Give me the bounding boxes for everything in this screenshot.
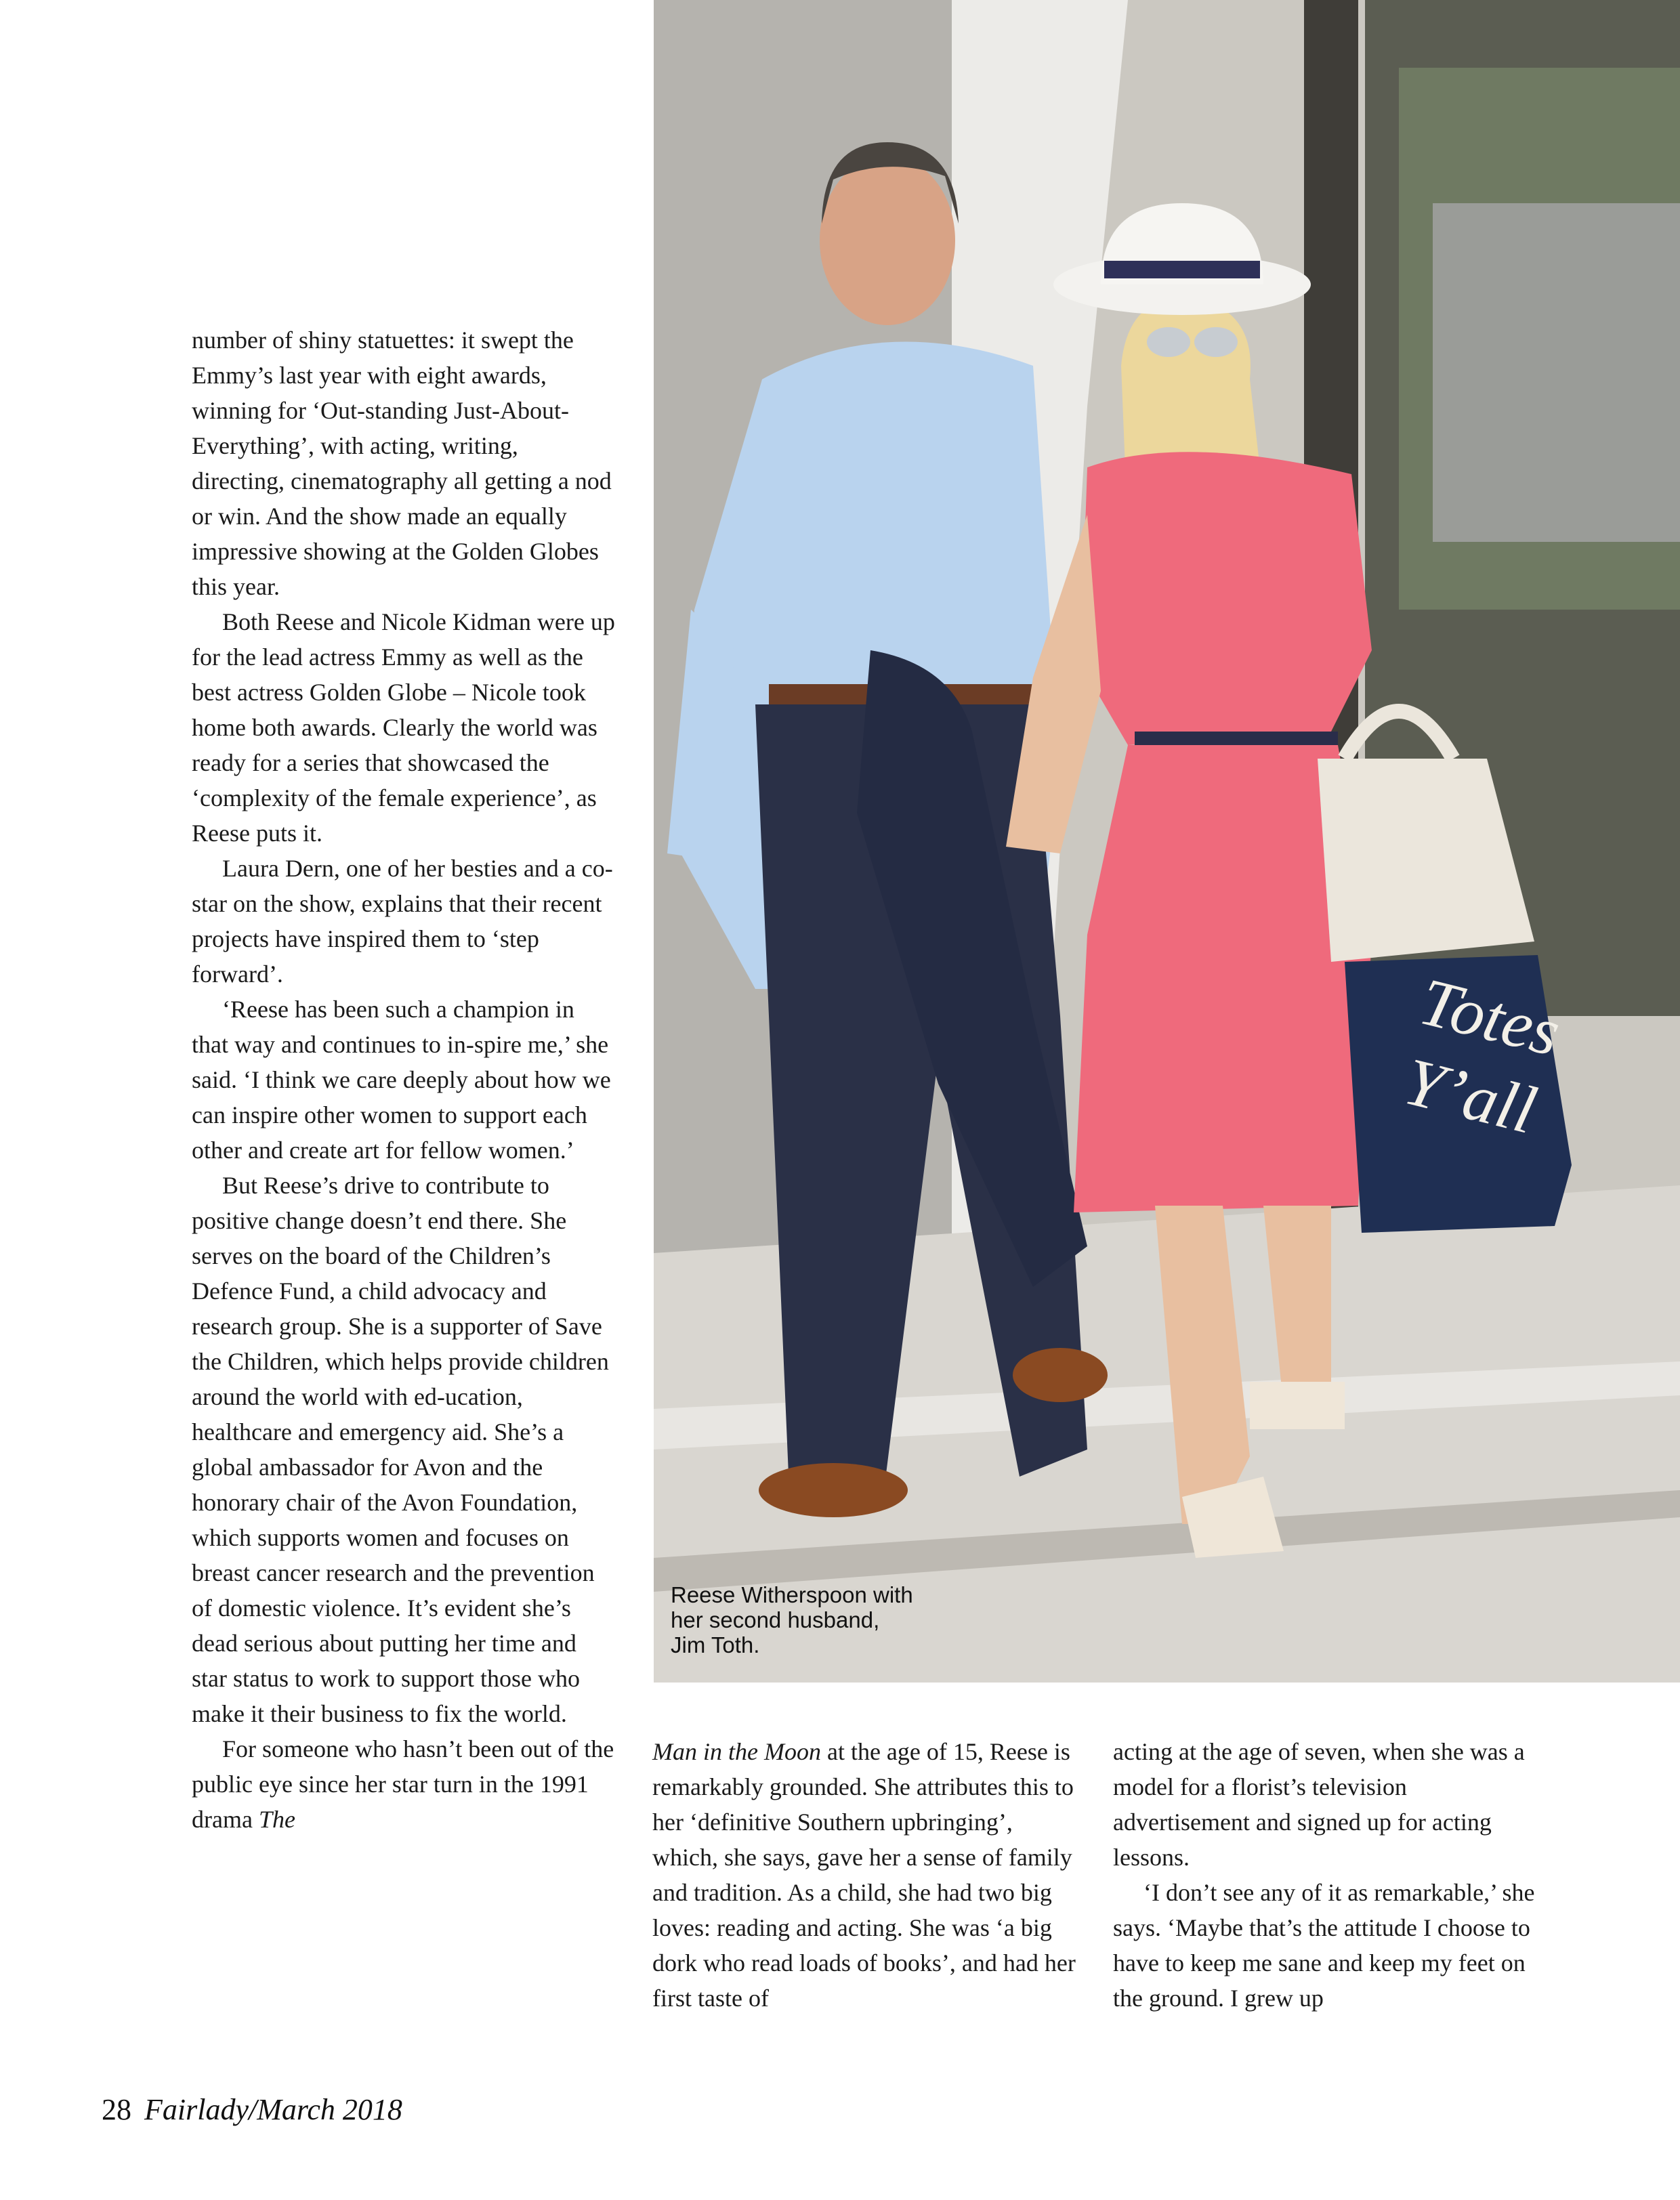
paragraph: acting at the age of seven, when she was a model for a florist’s television advertisement and signed up for acting lessons. [1113,1738,1525,1871]
film-title: Man in the Moon [652,1738,821,1765]
photo-reese-and-jim [654,0,1680,1683]
paragraph-text: For someone who hasn’t been out of the public eye since her star turn in the 1991 drama [192,1735,614,1833]
paragraph [192,1731,616,1837]
paragraph: Laura Dern, one of her besties and a co-star on the show, explains that their recent projects have inspired them to ‘step forward’. [192,855,613,988]
article-column-3 [1113,1734,1536,2016]
photo-caption [671,1582,996,1657]
caption-line: Reese Witherspoon with [671,1582,913,1607]
article-column-2 [652,1734,1076,2016]
film-title-part: The [258,1806,295,1833]
paragraph: number of shiny statuettes: it swept the Emmy’s last year with eight awards, winning for ‘Out-standing Just-About-Everything’, with acting, writing, directing, cinematography all getting a nod or win. And the show made an equally impressive showing at the Golden Globes this year. [192,326,612,600]
bag-text-line-1: Totes [1412,963,1568,1071]
caption-line: Jim Toth. [671,1632,760,1657]
bag-text-line-2: Y’all [1397,1043,1544,1149]
page-number: 28 [102,2093,131,2126]
paragraph-text: at the age of 15, Reese is remarkably grounded. She attributes this to her ‘definitive Southern upbringing’, which, she says, gave her a sense of family and tradition. As a child, she had two big loves: reading and acting. She was ‘a big dork who read loads of books’, and had her first taste of [652,1738,1076,2012]
caption-line: her second husband, [671,1607,880,1632]
paragraph: But Reese’s drive to contribute to positive change doesn’t end there. She serves on the board of the Children’s Defence Fund, a child advocacy and research group. She is a supporter of Save the Children, which helps provide children around the world with ed-ucation, healthcare and emergency aid. She’s a global ambassador for Avon and the honorary chair of the Avon Foundation, which supports women and focuses on breast cancer research and the prevention of domestic violence. It’s evident she’s dead serious about putting her time and star status to work to support those who make it their business to fix the world. [192,1172,609,1727]
paragraph: Both Reese and Nicole Kidman were up for the lead actress Emmy as well as the best actress Golden Globe – Nicole took home both awards. Clearly the world was ready for a series that showcased the ‘complexity of the female experience’, as Reese puts it. [192,608,615,847]
photo-illustration [654,0,1680,1683]
article-column-1 [192,322,616,1837]
page-footer [102,2092,402,2128]
paragraph: ‘I don’t see any of it as remarkable,’ she says. ‘Maybe that’s the attitude I choose to have to keep me sane and keep my feet on the ground. I grew up [1113,1879,1535,2012]
paragraph: ‘Reese has been such a champion in that way and continues to in-spire me,’ she said. ‘I think we care deeply about how we can inspire other women to support each other and create art for fellow women.’ [192,996,611,1164]
paragraph [652,1734,1076,2016]
magazine-issue: Fairlady/March 2018 [144,2093,402,2126]
